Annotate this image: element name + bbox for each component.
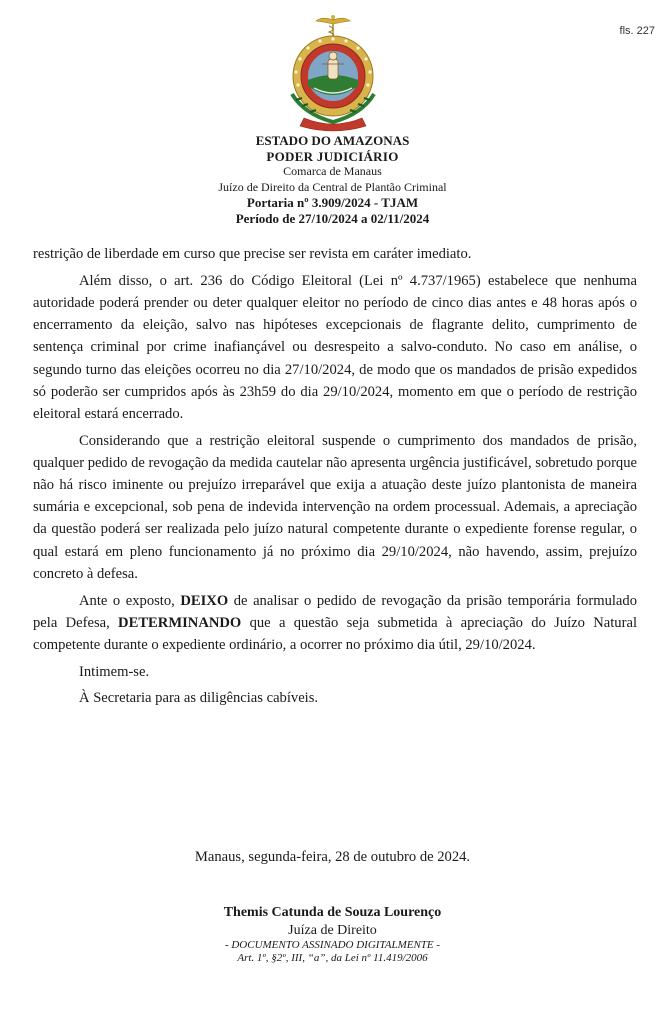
dateline: Manaus, segunda-feira, 28 de outubro de 2024. [194,849,471,865]
header-court: Juízo de Direito da Central de Plantão Criminal [218,179,447,194]
amazonas-coat-of-arms [284,14,382,132]
paragraph-4-determinando: DETERMINANDO [118,614,242,631]
header-power: PODER JUDICIÁRIO [266,148,399,164]
paragraph-1: restrição de liberdade em curso que precise ser revista em caráter imediato. [33,246,472,262]
signer-title: Juíza de Direito [288,923,377,938]
paragraph-4 [33,590,637,657]
paragraph-4-deixo: DEIXO [180,592,229,609]
paragraph-3: Considerando que a restrição eleitoral suspende o cumprimento dos mandados de prisão, qualquer pedido de revogação da medida cautelar não apresenta urgência justificável, sobretudo porque não há risco iminente ou prejuízo irreparável que exija a atuação deste juízo plantonista de maneira sumária e excepcional, sob pena de indevida intervenção na ordem processual. Ademais, a apreciação da questão poderá ser realizada pelo juízo natural competente durante o expediente forense regular, o qual estará em pleno funcionamento já no próximo dia 29/10/2024, não havendo, assim, prejuízo concreto à defesa. [33,432,637,582]
document-body [33,243,637,714]
paragraph-5: Intimem-se. [79,663,150,680]
paragraph-2: Além disso, o art. 236 do Código Eleitoral (Lei nº 4.737/1965) estabelece que nenhuma autoridade poderá prender ou deter qualquer eleitor no período de cinco dias antes e 48 horas após o encerramento da eleição, salvo nas hipóteses excepcionais de flagrante delito, cumprimento de sentença criminal por crime inafiançável ou desrespeito a salvo-conduto. No caso em análise, o segundo turno das eleições ocorreu no dia 27/10/2024, de modo que os mandados de prisão expedidos só poderão ser cumpridos após às 23h59 do dia 29/10/2024, momento em que o período de restrição eleitoral estará encerrado. [33,272,637,422]
paragraph-4-intro: Ante o exposto, [79,592,181,609]
signer-name: Themis Catunda de Souza Lourenço [223,905,442,920]
document-header [0,133,665,226]
signature-block [0,903,665,965]
header-ordinance: Portaria nº 3.909/2024 - TJAM [246,195,419,210]
paragraph-6: À Secretaria para as diligências cabíveis. [79,690,319,707]
legal-reference-note: Art. 1º, §2º, III, “a”, da Lei nº 11.419/2006 [237,952,428,964]
paragraph-4-middle: de analisar o pedido de revogação da prisão temporária formulado pela Defesa, [33,592,637,631]
page-number: fls. 227 [619,25,655,37]
header-state: ESTADO DO AMAZONAS [255,133,410,148]
header-district: Comarca de Manaus [283,164,382,178]
digital-signature-note: - DOCUMENTO ASSINADO DIGITALMENTE - [224,939,441,951]
header-period: Período de 27/10/2024 a 02/11/2024 [235,210,430,226]
paragraph-4-end: que a questão seja submetida à apreciação do Juízo Natural competente durante o expediente ordinário, a ocorrer no próximo dia útil, 29/10/2024. [33,614,637,653]
